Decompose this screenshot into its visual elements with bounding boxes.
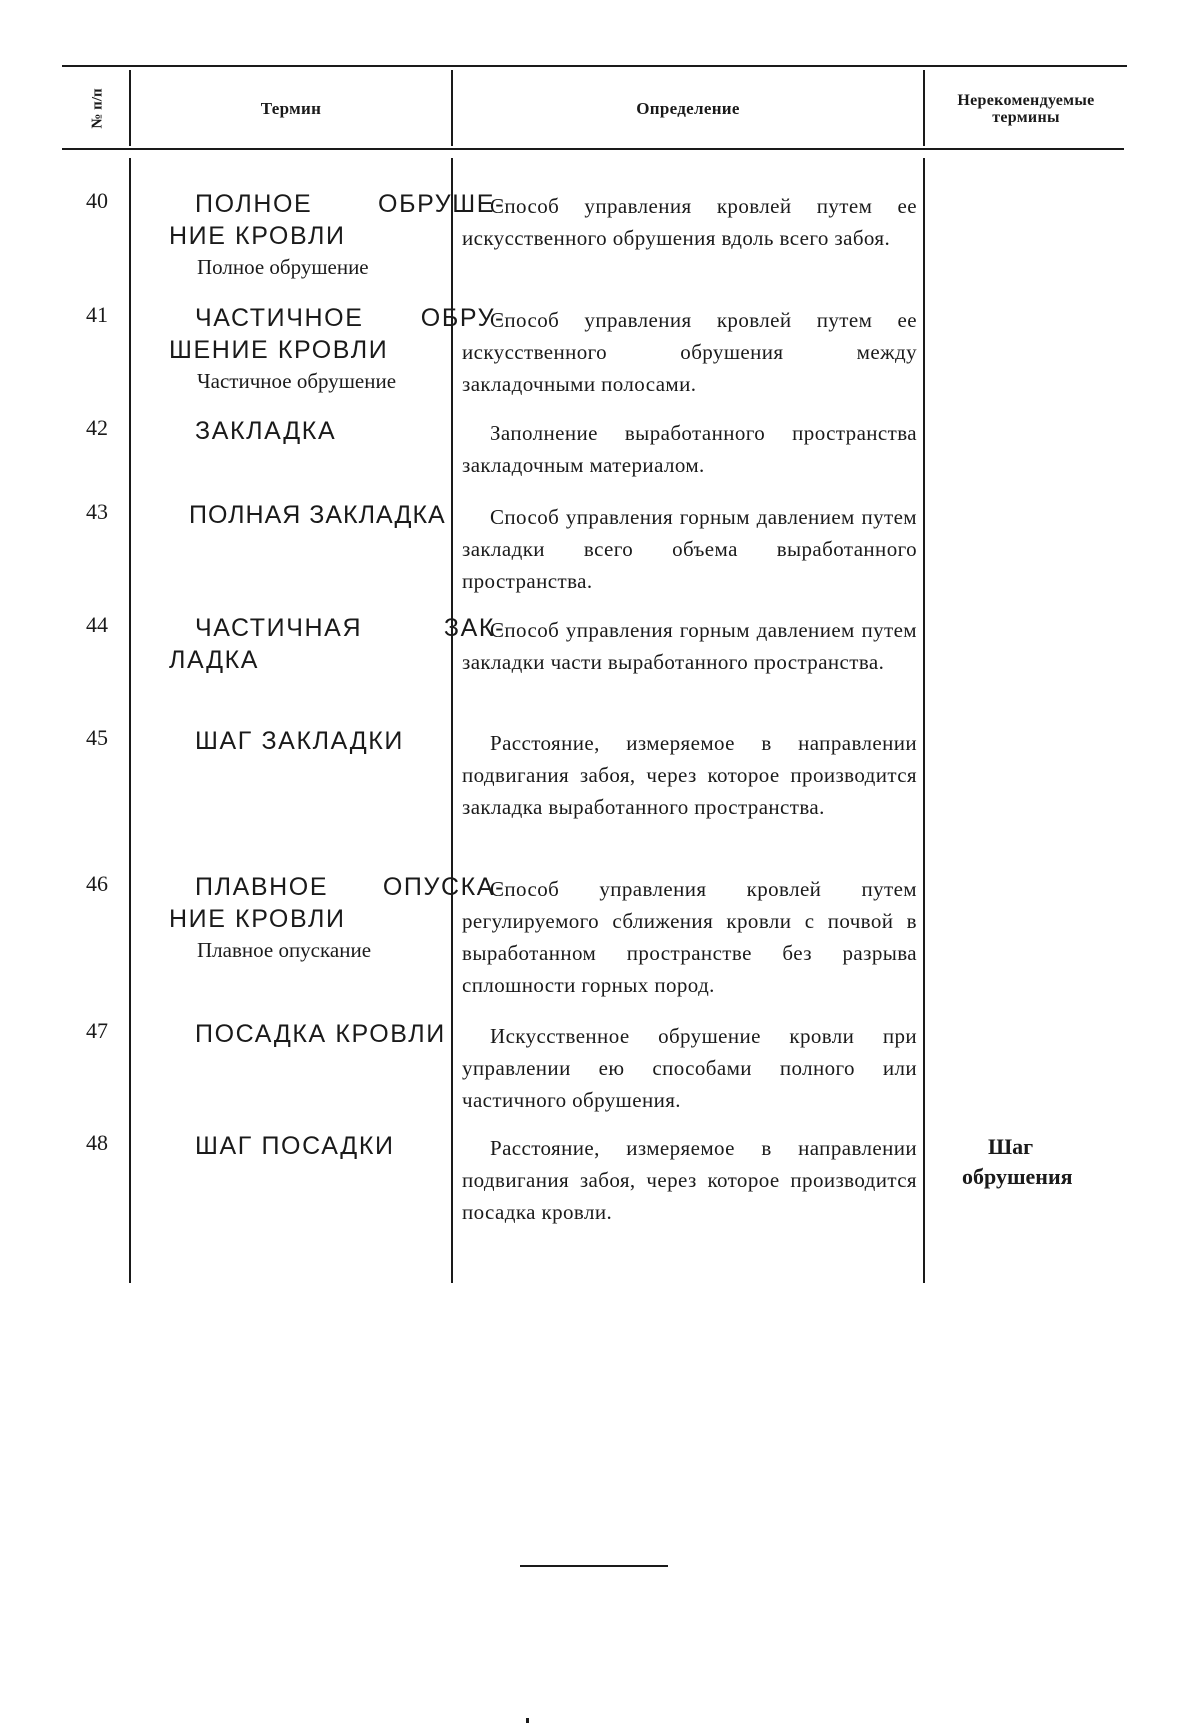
row-number: 44 (86, 612, 126, 638)
term-text: ЧАСТИЧНАЯ ЗАК-ЛАДКА (169, 612, 505, 676)
row-term (169, 871, 505, 965)
term-text: ПОЛНОЕ ОБРУШЕ-НИЕ КРОВЛИ (169, 188, 505, 252)
header-divider (129, 70, 131, 146)
term-text: ШАГ ЗАКЛАДКИ (169, 725, 505, 757)
row-number: 42 (86, 415, 126, 441)
row-definition: Искусственное обрушение кровли при управлении ею способами полного или частичного обрушения. (462, 1020, 917, 1116)
row-nonrecommended-term: Шаг обрушения (962, 1132, 1127, 1192)
term-text: ШАГ ПОСАДКИ (169, 1130, 505, 1162)
row-definition: Заполнение выработанного пространства закладочным материалом. (462, 417, 917, 481)
header-divider (451, 70, 453, 146)
header-term: Термин (131, 72, 451, 146)
page-mark (526, 1718, 529, 1723)
header-bottom-rule (62, 148, 1124, 150)
row-definition: Расстояние, измеряемое в направлении подвигания забоя, через которое производится посадка кровли. (462, 1132, 917, 1228)
row-term (169, 302, 505, 396)
row-number: 45 (86, 725, 126, 751)
document-page (0, 0, 1200, 1729)
term-text: ЗАКЛАДКА (169, 415, 505, 447)
row-number: 48 (86, 1130, 126, 1156)
row-definition: Способ управления горным давлением путем закладки части выработанного пространства. (462, 614, 917, 678)
row-number: 46 (86, 871, 126, 897)
row-term (169, 612, 505, 676)
term-short-form: Полное обрушение (169, 252, 505, 282)
term-short-form: Плавное опускание (169, 935, 505, 965)
row-definition: Способ управления кровлей путем регулируемого сближения кровли с почвой в выработанном пространстве без разрыва сплошности горных пород. (462, 873, 917, 1001)
row-term (169, 188, 505, 282)
column-divider (923, 158, 925, 1283)
column-divider (129, 158, 131, 1283)
header-nonrecommended: Нерекомендуемые термины (925, 72, 1127, 146)
header-definition: Определение (453, 72, 923, 146)
row-definition: Расстояние, измеряемое в направлении подвигания забоя, через которое производится закладка выработанного пространства. (462, 727, 917, 823)
end-of-section-rule (520, 1565, 668, 1567)
row-number: 47 (86, 1018, 126, 1044)
term-text: ПОСАДКА КРОВЛИ (169, 1018, 505, 1050)
row-term (169, 415, 505, 447)
row-term (169, 1130, 505, 1162)
header-divider (923, 70, 925, 146)
term-short-form: Частичное обрушение (169, 366, 505, 396)
term-text: ПЛАВНОЕ ОПУСКА-НИЕ КРОВЛИ (169, 871, 505, 935)
row-term (169, 725, 505, 757)
row-definition: Способ управления горным давлением путем закладки всего объема выработанного пространства. (462, 501, 917, 597)
term-text: ПОЛНАЯ ЗАКЛАДКА (169, 499, 505, 531)
table-top-rule (62, 65, 1127, 67)
header-number (70, 72, 126, 144)
header-number-label: № п/п (90, 88, 107, 128)
row-number: 41 (86, 302, 126, 328)
row-term (169, 1018, 505, 1050)
row-term (169, 499, 505, 531)
row-number: 43 (86, 499, 126, 525)
term-text: ЧАСТИЧНОЕ ОБРУ-ШЕНИЕ КРОВЛИ (169, 302, 505, 366)
row-definition: Способ управления кровлей путем ее искусственного обрушения между закладочными полосами. (462, 304, 917, 400)
row-number: 40 (86, 188, 126, 214)
row-definition: Способ управления кровлей путем ее искусственного обрушения вдоль всего забоя. (462, 190, 917, 254)
